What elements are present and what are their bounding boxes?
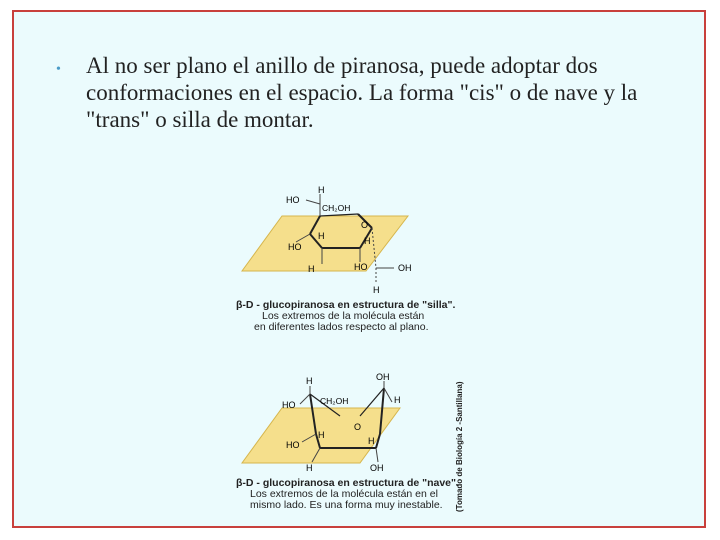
silla-plane [242,216,408,271]
nave-label-ch2oh: CH₂OH [320,396,349,406]
source-credit-text: (Tomado de Biología 2 -Santillana) [455,381,464,512]
silla-diagram [242,185,412,295]
silla-label-h-down: H [373,285,380,295]
source-credit [452,372,466,514]
nave-label-oh-bottom: OH [370,463,384,473]
nave-label-h-ring2: H [368,436,375,446]
silla-label-h-bottom: H [308,264,315,274]
caption-silla-line1: Los extremos de la molécula están [262,310,425,322]
bullet-text: Al no ser plano el anillo de piranosa, puede adoptar dos conformaciones en el espacio. La forma "cis" o de nave y la "trans" o silla de montar. [86,53,638,132]
caption-nave-title: β-D - glucopiranosa en estructura de "nave". [236,477,459,489]
nave-label-h-top: H [306,376,313,386]
silla-label-ho-left: HO [288,242,302,252]
nave-label-h-bottom: H [306,463,313,473]
silla-label-h1: H [318,231,325,241]
silla-label-ho-bottom: HO [354,262,368,272]
caption-silla [236,300,466,333]
silla-label-ch2oh: CH₂OH [322,203,351,213]
silla-label-o: O [361,220,369,230]
caption-nave [236,478,466,511]
nave-label-h-right: H [394,395,401,405]
nave-diagram [242,372,401,473]
caption-nave-line2: mismo lado. Es una forma muy inestable. [250,499,443,511]
silla-label-h2: H [364,236,371,246]
silla-label-h-top: H [318,185,325,195]
silla-label-ho-top: HO [286,195,300,205]
nave-label-ho-left: HO [282,400,296,410]
nave-label-ho-low: HO [286,440,300,450]
bullet-marker: • [56,62,61,77]
caption-silla-title: β-D - glucopiranosa en estructura de "silla". [236,299,456,311]
caption-nave-line1: Los extremos de la molécula están en el [250,488,438,500]
nave-label-h-ring: H [318,430,325,440]
nave-label-o: O [354,422,362,432]
silla-label-oh-right: OH [398,263,412,273]
caption-silla-line2: en diferentes lados respecto al plano. [254,321,429,333]
nave-label-oh-top: OH [376,372,390,382]
